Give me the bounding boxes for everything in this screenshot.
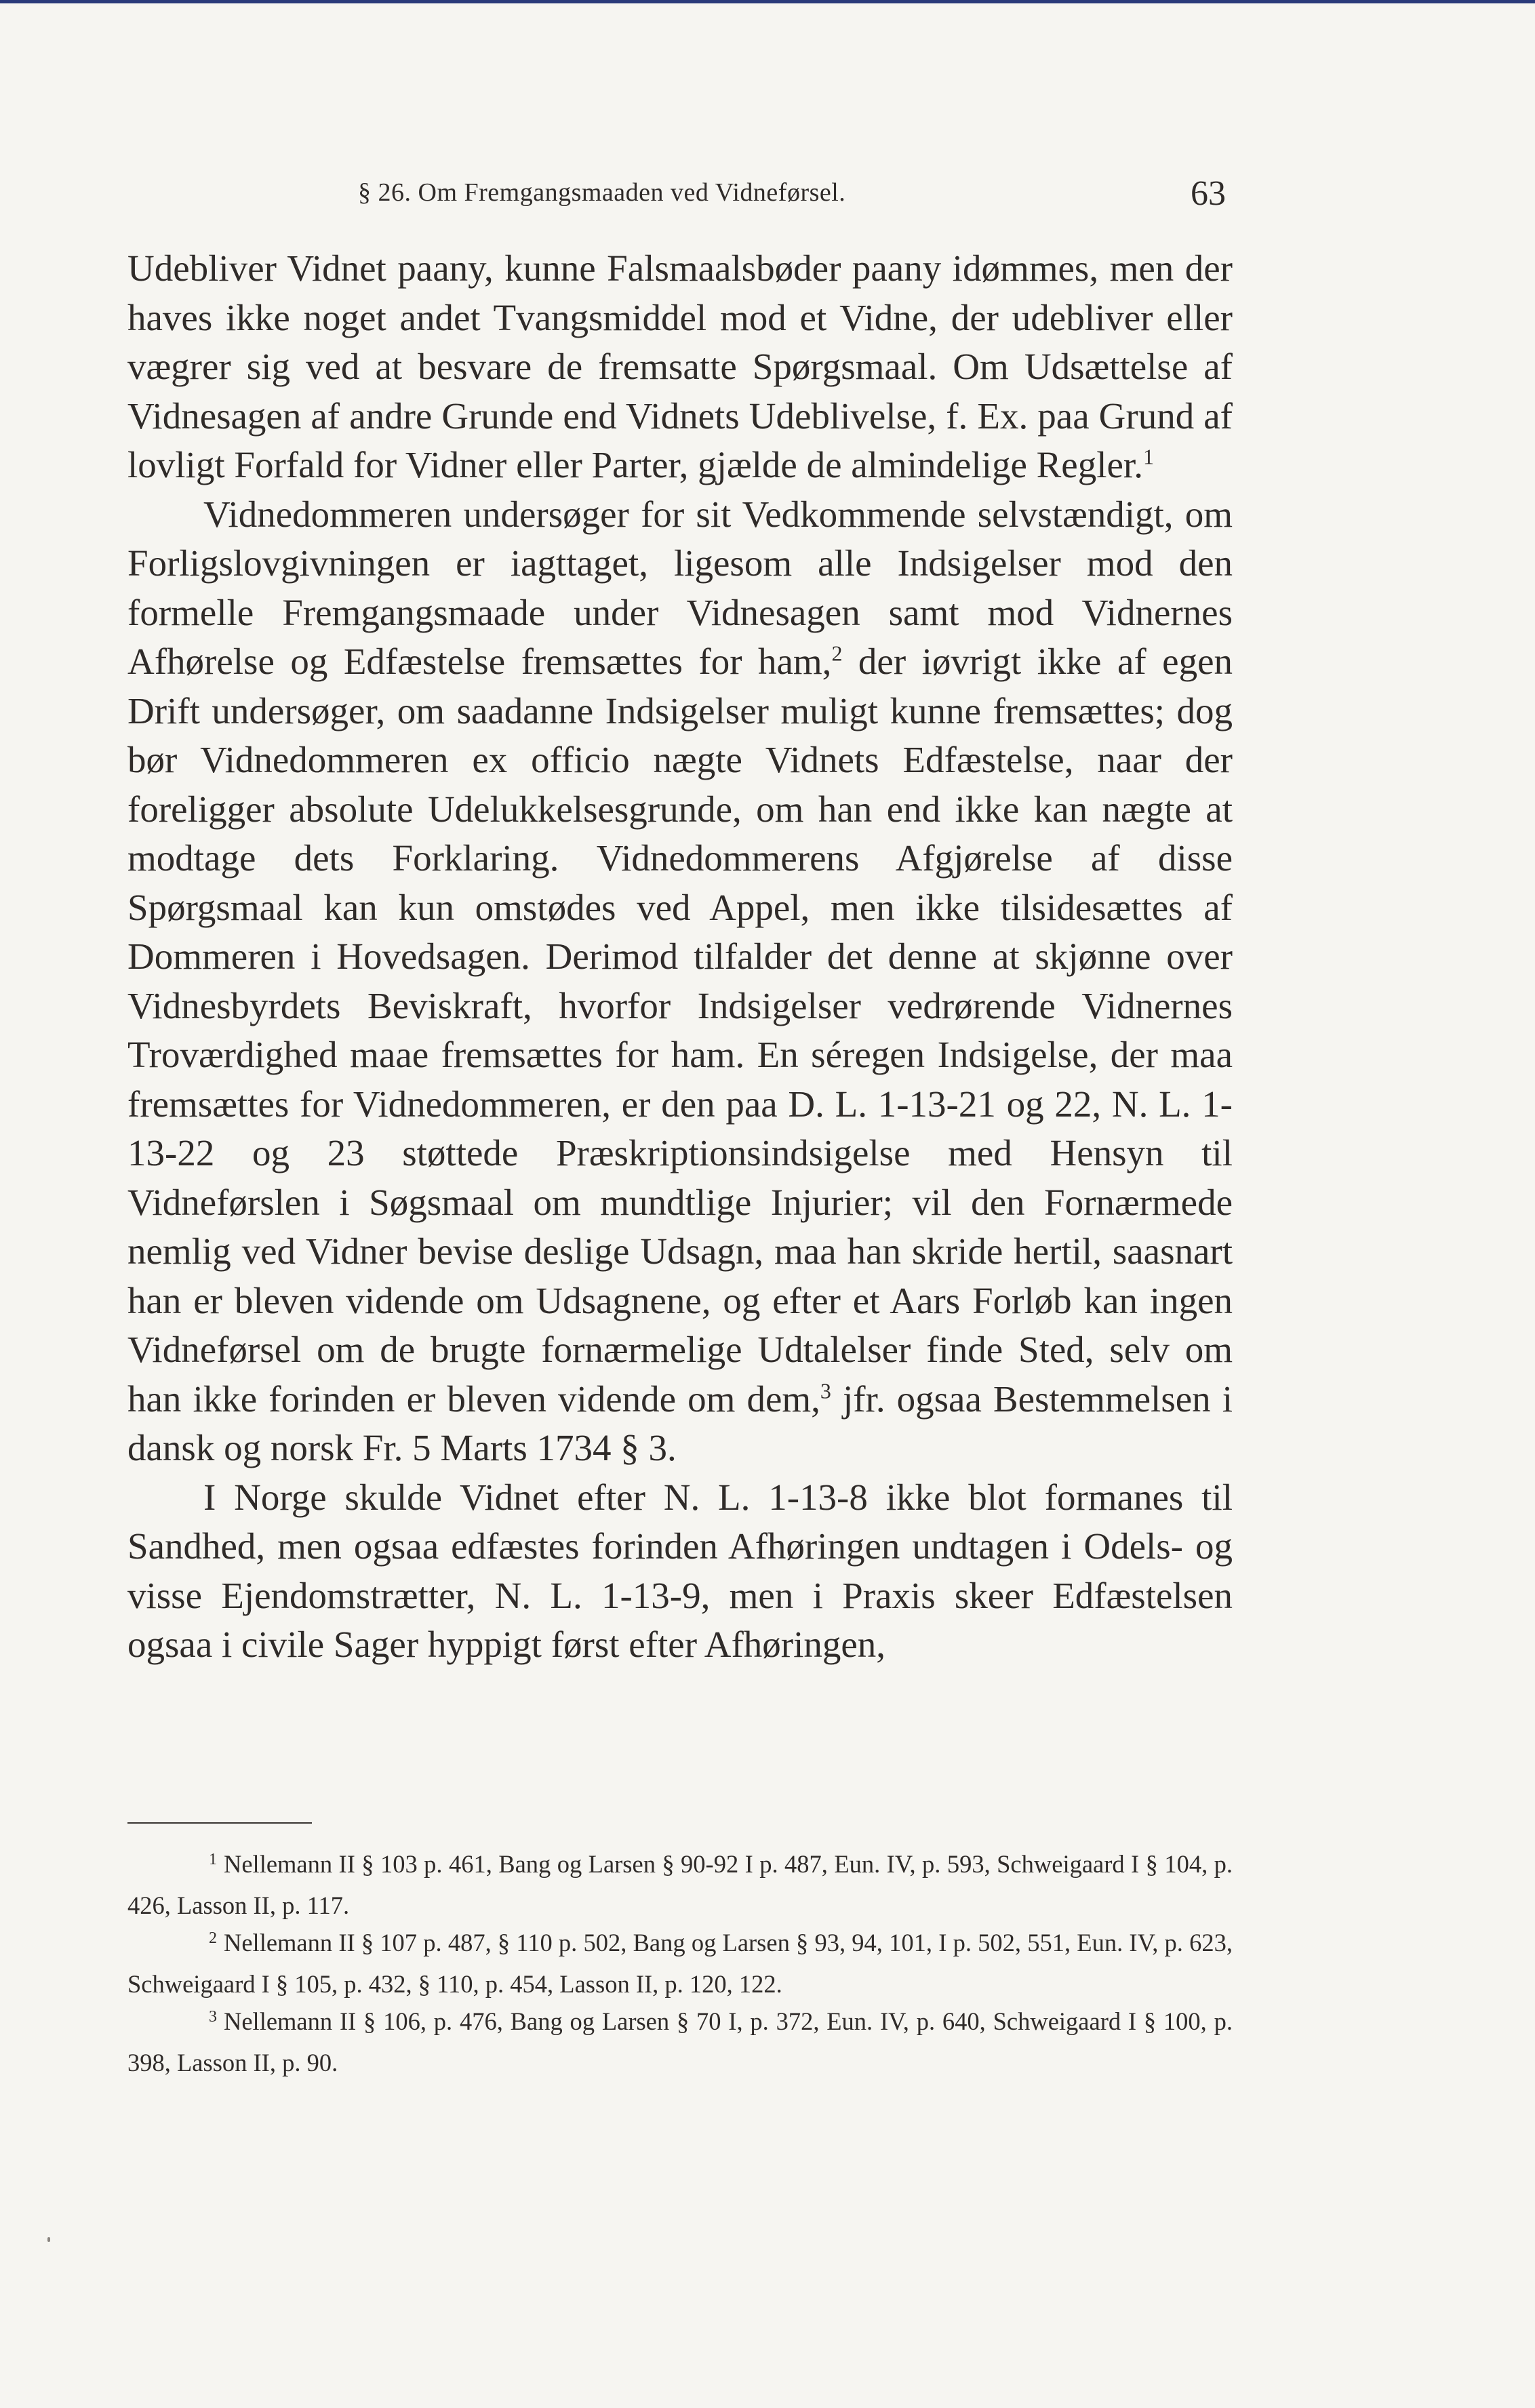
footnote-2-text: Nellemann II § 107 p. 487, § 110 p. 502, Bang og Larsen § 93, 94, 101, I p. 502, 551, Eun. IV, p. 623, Schweigaard I § 105, p. 432, § 110, p. 454, Lasson II, p. 120, 122. bbox=[127, 1929, 1233, 1998]
page-number: 63 bbox=[1191, 174, 1226, 213]
running-head bbox=[127, 174, 1233, 218]
paragraph-1 bbox=[127, 244, 1233, 490]
footnote-ref-2: 2 bbox=[831, 641, 843, 666]
paragraph-2-text-a: Vidnedommeren undersøger for sit Vedkommende selvstændigt, om Forligslovgivningen er iagttaget, ligesom alle Indsigelser mod den formelle Fremgangsmaade under Vidnesagen samt mod Vidnernes Afhørelse og Edfæstelse fremsættes for ham, bbox=[127, 493, 1233, 682]
paragraph-1-text: Udebliver Vidnet paany, kunne Falsmaalsbøder paany idømmes, men der haves ikke noget andet Tvangsmiddel mod et Vidne, der udebliver eller vægrer sig ved at besvare de fremsatte Spørgsmaal. Om Udsættelse af Vidnesagen af andre Grunde end Vidnets Udeblivelse, f. Ex. paa Grund af lovligt Forfald for Vidner eller Parter, gjælde de almindelige Regler. bbox=[127, 247, 1233, 485]
book-page bbox=[127, 0, 1233, 2408]
footnote-1 bbox=[127, 1845, 1233, 1924]
paragraph-3-text: I Norge skulde Vidnet efter N. L. 1-13-8 ikke blot formanes til Sandhed, men ogsaa edfæstes forinden Afhøringen undtagen i Odels- og visse Ejendomstrætter, N. L. 1-13-9, men i Praxis skeer Edfæstelsen ogsaa i civile Sager hyppigt først efter Afhøringen, bbox=[127, 1476, 1233, 1665]
footnote-ref-3: 3 bbox=[820, 1378, 831, 1403]
footnote-1-text: Nellemann II § 103 p. 461, Bang og Larsen § 90-92 I p. 487, Eun. IV, p. 593, Schweigaard I § 104, p. 426, Lasson II, p. 117. bbox=[127, 1850, 1233, 1919]
paragraph-2-text-c: jfr. ogsaa Bestemmelsen i dansk og norsk Fr. 5 Marts 1734 § 3. bbox=[127, 1378, 1233, 1468]
paragraph-2-text-b: der iøvrigt ikke af egen Drift undersøger, om saadanne Indsigelser muligt kunne fremsættes; dog bør Vidnedommeren ex officio nægte Vidnets Edfæstelse, naar der foreligger absolute Udelukkelsesgrunde, om han end ikke kan nægte at modtage dets Forklaring. Vidnedommerens Afgjørelse af disse Spørgsmaal kan kun omstødes ved Appel, men ikke tilsidesættes af Dommeren i Hovedsagen. Derimod tilfalder det denne at skjønne over Vidnesbyrdets Beviskraft, hvorfor Indsigelser vedrørende Vidnernes Troværdighed maae fremsættes for ham. En séregen Indsigelse, der maa fremsættes for Vidnedommeren, er den paa D. L. 1-13-21 og 22, N. L. 1-13-22 og 23 støttede Præskriptionsindsigelse med Hensyn til Vidneførslen i Søgsmaal om mundtlige Injurier; vil den Fornærmede nemlig ved Vidner bevise deslige Udsagn, maa han skride hertil, saasnart han er bleven vidende om Udsagnene, og efter et Aars Forløb kan ingen Vidneførsel om de brugte fornærmelige Udtalelser finde Sted, selv om han ikke forinden er bleven vidende om dem, bbox=[127, 641, 1233, 1420]
running-title: § 26. Om Fremgangsmaaden ved Vidneførsel. bbox=[358, 178, 846, 207]
footnote-ref-1: 1 bbox=[1142, 444, 1154, 469]
footnote-2 bbox=[127, 1924, 1233, 2003]
footnote-2-mark: 2 bbox=[209, 1929, 217, 1947]
footnote-3-mark: 3 bbox=[209, 2008, 217, 2026]
paragraph-3 bbox=[127, 1473, 1233, 1670]
footnotes bbox=[127, 1845, 1233, 2081]
footnote-3 bbox=[127, 2003, 1233, 2081]
footnote-3-text: Nellemann II § 106, p. 476, Bang og Larsen § 70 I, p. 372, Eun. IV, p. 640, Schweigaard I § 100, p. 398, Lasson II, p. 90. bbox=[127, 2007, 1233, 2076]
paragraph-2 bbox=[127, 490, 1233, 1473]
body-text bbox=[127, 244, 1233, 1670]
footnote-divider bbox=[127, 1822, 312, 1824]
paper-speck bbox=[47, 2237, 50, 2242]
footnote-1-mark: 1 bbox=[209, 1851, 217, 1868]
